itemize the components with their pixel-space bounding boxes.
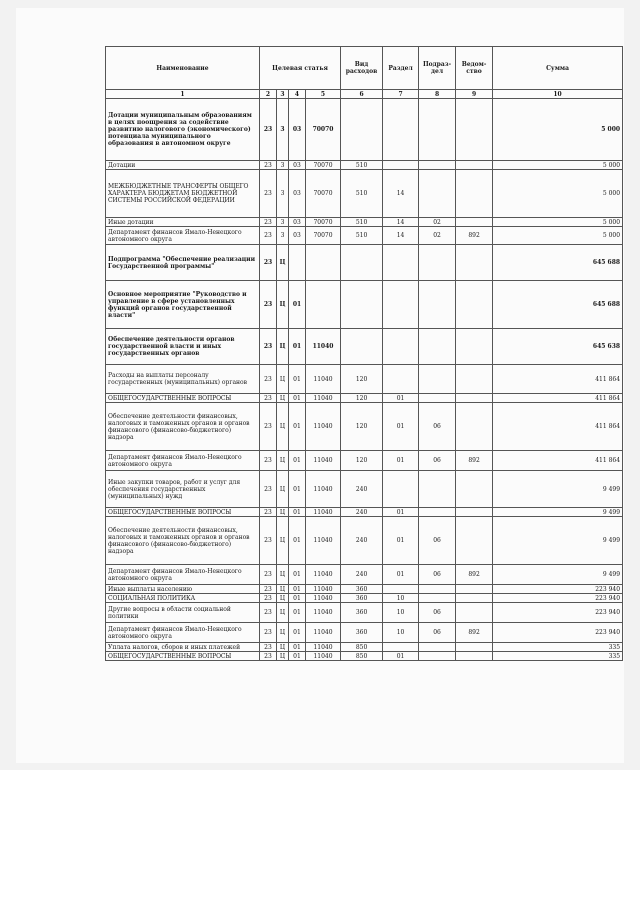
row-c4: 70070 bbox=[306, 99, 341, 161]
row-c1: 23 bbox=[260, 245, 277, 281]
row-summa: 9 499 bbox=[493, 508, 623, 517]
row-vedomstvo bbox=[456, 652, 493, 661]
row-summa: 223 940 bbox=[493, 603, 623, 623]
row-summa: 411 864 bbox=[493, 403, 623, 451]
row-podrazdel: 06 bbox=[419, 451, 456, 471]
row-c3: 01 bbox=[289, 643, 306, 652]
table-row bbox=[106, 281, 623, 329]
row-vedomstvo bbox=[456, 643, 493, 652]
row-razdel bbox=[383, 161, 419, 170]
row-c1: 23 bbox=[260, 227, 277, 245]
table-row bbox=[106, 99, 623, 161]
row-c4: 70070 bbox=[306, 227, 341, 245]
table-row bbox=[106, 245, 623, 281]
row-name: Основное мероприятие "Руководство и управление в сфере установленных функций органов государственной власти" bbox=[106, 281, 260, 329]
row-c2: Ц bbox=[277, 508, 289, 517]
row-c2: Ц bbox=[277, 623, 289, 643]
table-row bbox=[106, 517, 623, 565]
row-c2: Ц bbox=[277, 594, 289, 603]
table-row bbox=[106, 170, 623, 218]
row-c4 bbox=[306, 281, 341, 329]
row-c1: 23 bbox=[260, 281, 277, 329]
row-summa: 5 000 bbox=[493, 227, 623, 245]
row-c1: 23 bbox=[260, 161, 277, 170]
row-name: Подпрограмма "Обеспечение реализации Государственной программы" bbox=[106, 245, 260, 281]
table-row bbox=[106, 603, 623, 623]
row-c2: 3 bbox=[277, 227, 289, 245]
row-vid: 850 bbox=[341, 643, 383, 652]
row-c4: 11040 bbox=[306, 594, 341, 603]
row-name: СОЦИАЛЬНАЯ ПОЛИТИКА bbox=[106, 594, 260, 603]
row-podrazdel: 02 bbox=[419, 218, 456, 227]
row-c3: 01 bbox=[289, 365, 306, 394]
row-c3: 01 bbox=[289, 403, 306, 451]
row-c3: 03 bbox=[289, 170, 306, 218]
row-name: Департамент финансов Ямало-Ненецкого автономного округа bbox=[106, 565, 260, 585]
table-row bbox=[106, 451, 623, 471]
colnum: 4 bbox=[289, 90, 306, 99]
row-c4: 11040 bbox=[306, 603, 341, 623]
row-name: Департамент финансов Ямало-Ненецкого автономного округа bbox=[106, 227, 260, 245]
row-podrazdel bbox=[419, 245, 456, 281]
row-vedomstvo bbox=[456, 394, 493, 403]
row-vid: 120 bbox=[341, 365, 383, 394]
row-name: МЕЖБЮДЖЕТНЫЕ ТРАНСФЕРТЫ ОБЩЕГО ХАРАКТЕРА БЮДЖЕТАМ БЮДЖЕТНОЙ СИСТЕМЫ РОССИЙСКОЙ ФЕДЕРАЦИИ bbox=[106, 170, 260, 218]
colnum: 7 bbox=[383, 90, 419, 99]
row-name: Обеспечение деятельности финансовых, налоговых и таможенных органов и органов финансового (финансово-бюджетного) надзора bbox=[106, 517, 260, 565]
row-c4: 11040 bbox=[306, 471, 341, 508]
row-c2: Ц bbox=[277, 403, 289, 451]
row-c3: 01 bbox=[289, 471, 306, 508]
row-c1: 23 bbox=[260, 365, 277, 394]
row-razdel: 14 bbox=[383, 227, 419, 245]
header-vid: Вид расходов bbox=[341, 47, 383, 90]
table-row bbox=[106, 218, 623, 227]
row-vid: 240 bbox=[341, 471, 383, 508]
row-c1: 23 bbox=[260, 508, 277, 517]
table-row bbox=[106, 471, 623, 508]
row-c3: 01 bbox=[289, 394, 306, 403]
row-vid bbox=[341, 245, 383, 281]
row-razdel bbox=[383, 281, 419, 329]
row-vid: 240 bbox=[341, 508, 383, 517]
table-row bbox=[106, 565, 623, 585]
row-vid: 240 bbox=[341, 517, 383, 565]
row-c4: 11040 bbox=[306, 652, 341, 661]
row-c3: 01 bbox=[289, 565, 306, 585]
row-name: Дотации bbox=[106, 161, 260, 170]
table-row bbox=[106, 329, 623, 365]
row-razdel: 10 bbox=[383, 623, 419, 643]
row-c1: 23 bbox=[260, 565, 277, 585]
table-row bbox=[106, 623, 623, 643]
row-podrazdel: 06 bbox=[419, 403, 456, 451]
row-c4: 11040 bbox=[306, 585, 341, 594]
table-row bbox=[106, 585, 623, 594]
row-razdel: 14 bbox=[383, 218, 419, 227]
row-c4: 11040 bbox=[306, 565, 341, 585]
row-c4: 70070 bbox=[306, 218, 341, 227]
row-c3: 01 bbox=[289, 652, 306, 661]
row-vedomstvo bbox=[456, 365, 493, 394]
row-summa: 223 940 bbox=[493, 585, 623, 594]
row-name: ОБЩЕГОСУДАРСТВЕННЫЕ ВОПРОСЫ bbox=[106, 652, 260, 661]
row-name: Департамент финансов Ямало-Ненецкого автономного округа bbox=[106, 451, 260, 471]
row-c3: 01 bbox=[289, 594, 306, 603]
header-vedomstvo: Ведом-ство bbox=[456, 47, 493, 90]
row-podrazdel: 06 bbox=[419, 623, 456, 643]
row-c3: 01 bbox=[289, 603, 306, 623]
budget-table bbox=[105, 46, 623, 661]
row-c4: 11040 bbox=[306, 329, 341, 365]
row-summa: 223 940 bbox=[493, 623, 623, 643]
row-c1: 23 bbox=[260, 170, 277, 218]
row-name: Обеспечение деятельности финансовых, налоговых и таможенных органов и органов финансового (финансово-бюджетного) надзора bbox=[106, 403, 260, 451]
row-c1: 23 bbox=[260, 643, 277, 652]
row-podrazdel bbox=[419, 99, 456, 161]
row-summa: 9 499 bbox=[493, 565, 623, 585]
row-vid: 360 bbox=[341, 603, 383, 623]
row-summa: 645 688 bbox=[493, 281, 623, 329]
row-c4: 11040 bbox=[306, 451, 341, 471]
row-c2: 3 bbox=[277, 99, 289, 161]
row-c4: 11040 bbox=[306, 508, 341, 517]
row-summa: 335 bbox=[493, 643, 623, 652]
row-c4: 11040 bbox=[306, 517, 341, 565]
row-c1: 23 bbox=[260, 329, 277, 365]
row-c2: Ц bbox=[277, 517, 289, 565]
row-name: ОБЩЕГОСУДАРСТВЕННЫЕ ВОПРОСЫ bbox=[106, 394, 260, 403]
row-c3: 01 bbox=[289, 517, 306, 565]
row-vid: 360 bbox=[341, 594, 383, 603]
row-podrazdel bbox=[419, 329, 456, 365]
row-vid: 120 bbox=[341, 451, 383, 471]
row-c2: 3 bbox=[277, 170, 289, 218]
row-vedomstvo bbox=[456, 585, 493, 594]
row-c2: Ц bbox=[277, 245, 289, 281]
row-name: Уплата налогов, сборов и иных платежей bbox=[106, 643, 260, 652]
row-vid: 360 bbox=[341, 623, 383, 643]
row-vedomstvo: 892 bbox=[456, 565, 493, 585]
row-podrazdel: 06 bbox=[419, 517, 456, 565]
colnum: 2 bbox=[260, 90, 277, 99]
row-c2: Ц bbox=[277, 643, 289, 652]
row-podrazdel bbox=[419, 161, 456, 170]
table-row bbox=[106, 227, 623, 245]
row-vedomstvo bbox=[456, 218, 493, 227]
colnum: 1 bbox=[106, 90, 260, 99]
row-name: ОБЩЕГОСУДАРСТВЕННЫЕ ВОПРОСЫ bbox=[106, 508, 260, 517]
row-c3: 03 bbox=[289, 218, 306, 227]
row-c1: 23 bbox=[260, 517, 277, 565]
row-vedomstvo bbox=[456, 403, 493, 451]
row-podrazdel bbox=[419, 594, 456, 603]
header-summa: Сумма bbox=[493, 47, 623, 90]
row-name: Другие вопросы в области социальной политики bbox=[106, 603, 260, 623]
row-c4 bbox=[306, 245, 341, 281]
row-razdel: 14 bbox=[383, 170, 419, 218]
row-c1: 23 bbox=[260, 594, 277, 603]
row-summa: 645 688 bbox=[493, 245, 623, 281]
row-podrazdel bbox=[419, 170, 456, 218]
row-vedomstvo bbox=[456, 161, 493, 170]
row-name: Департамент финансов Ямало-Ненецкого автономного округа bbox=[106, 623, 260, 643]
row-vid: 240 bbox=[341, 565, 383, 585]
colnum: 3 bbox=[277, 90, 289, 99]
row-summa: 5 000 bbox=[493, 161, 623, 170]
row-vedomstvo: 892 bbox=[456, 623, 493, 643]
row-summa: 411 864 bbox=[493, 394, 623, 403]
row-summa: 5 000 bbox=[493, 170, 623, 218]
row-c3: 01 bbox=[289, 451, 306, 471]
row-vid: 510 bbox=[341, 161, 383, 170]
row-c1: 23 bbox=[260, 403, 277, 451]
row-razdel bbox=[383, 365, 419, 394]
row-podrazdel bbox=[419, 508, 456, 517]
row-name: Дотации муниципальным образованиям в целях поощрения за содействие развитию налогового (экономического) потенциала муниципального образования в автономном округе bbox=[106, 99, 260, 161]
row-c3: 01 bbox=[289, 508, 306, 517]
row-vid: 360 bbox=[341, 585, 383, 594]
row-podrazdel: 02 bbox=[419, 227, 456, 245]
row-c2: Ц bbox=[277, 281, 289, 329]
row-c2: Ц bbox=[277, 394, 289, 403]
row-summa: 223 940 bbox=[493, 594, 623, 603]
row-razdel: 10 bbox=[383, 603, 419, 623]
row-c2: Ц bbox=[277, 603, 289, 623]
row-vid bbox=[341, 99, 383, 161]
row-razdel: 01 bbox=[383, 565, 419, 585]
row-c2: Ц bbox=[277, 585, 289, 594]
row-c3: 03 bbox=[289, 227, 306, 245]
table-row bbox=[106, 403, 623, 451]
colnum: 6 bbox=[341, 90, 383, 99]
row-razdel bbox=[383, 245, 419, 281]
row-name: Обеспечение деятельности органов государственной власти и иных государственных органов bbox=[106, 329, 260, 365]
row-summa: 335 bbox=[493, 652, 623, 661]
table-row bbox=[106, 394, 623, 403]
row-razdel bbox=[383, 643, 419, 652]
row-vedomstvo bbox=[456, 603, 493, 623]
row-razdel: 01 bbox=[383, 403, 419, 451]
row-vedomstvo bbox=[456, 471, 493, 508]
table-row bbox=[106, 161, 623, 170]
row-vid: 120 bbox=[341, 403, 383, 451]
row-vid: 510 bbox=[341, 227, 383, 245]
row-vid: 120 bbox=[341, 394, 383, 403]
row-c2: Ц bbox=[277, 451, 289, 471]
row-c3 bbox=[289, 245, 306, 281]
header-podrazdel: Подраз-дел bbox=[419, 47, 456, 90]
row-razdel: 01 bbox=[383, 451, 419, 471]
row-c1: 23 bbox=[260, 99, 277, 161]
row-razdel bbox=[383, 329, 419, 365]
row-c3: 03 bbox=[289, 99, 306, 161]
row-summa: 645 638 bbox=[493, 329, 623, 365]
row-vedomstvo bbox=[456, 281, 493, 329]
row-summa: 5 000 bbox=[493, 99, 623, 161]
row-podrazdel bbox=[419, 471, 456, 508]
table-row bbox=[106, 652, 623, 661]
row-vid: 510 bbox=[341, 218, 383, 227]
row-c1: 23 bbox=[260, 585, 277, 594]
row-c1: 23 bbox=[260, 394, 277, 403]
row-razdel: 10 bbox=[383, 594, 419, 603]
row-c3: 01 bbox=[289, 585, 306, 594]
row-vedomstvo bbox=[456, 99, 493, 161]
row-razdel: 01 bbox=[383, 394, 419, 403]
row-c1: 23 bbox=[260, 451, 277, 471]
row-c1: 23 bbox=[260, 623, 277, 643]
row-vedomstvo: 892 bbox=[456, 451, 493, 471]
row-podrazdel bbox=[419, 394, 456, 403]
row-vedomstvo bbox=[456, 594, 493, 603]
row-c2: Ц bbox=[277, 652, 289, 661]
row-vedomstvo bbox=[456, 170, 493, 218]
colnum: 8 bbox=[419, 90, 456, 99]
row-vedomstvo bbox=[456, 508, 493, 517]
header-target: Целевая статья bbox=[260, 47, 341, 90]
row-razdel: 01 bbox=[383, 508, 419, 517]
row-c1: 23 bbox=[260, 218, 277, 227]
row-c2: Ц bbox=[277, 565, 289, 585]
row-c1: 23 bbox=[260, 603, 277, 623]
row-name: Иные дотации bbox=[106, 218, 260, 227]
row-c2: 3 bbox=[277, 218, 289, 227]
row-c2: Ц bbox=[277, 471, 289, 508]
row-summa: 5 000 bbox=[493, 218, 623, 227]
row-vid: 850 bbox=[341, 652, 383, 661]
row-vedomstvo bbox=[456, 329, 493, 365]
row-c4: 11040 bbox=[306, 623, 341, 643]
row-vid bbox=[341, 281, 383, 329]
row-name: Иные закупки товаров, работ и услуг для обеспечения государственных (муниципальных) нужд bbox=[106, 471, 260, 508]
row-c4: 11040 bbox=[306, 365, 341, 394]
row-c4: 11040 bbox=[306, 643, 341, 652]
row-podrazdel bbox=[419, 652, 456, 661]
table-row bbox=[106, 594, 623, 603]
row-c3: 01 bbox=[289, 281, 306, 329]
row-vedomstvo bbox=[456, 517, 493, 565]
row-podrazdel bbox=[419, 281, 456, 329]
row-vedomstvo bbox=[456, 245, 493, 281]
row-vid: 510 bbox=[341, 170, 383, 218]
row-summa: 411 864 bbox=[493, 365, 623, 394]
row-summa: 9 499 bbox=[493, 517, 623, 565]
row-vedomstvo: 892 bbox=[456, 227, 493, 245]
row-podrazdel: 06 bbox=[419, 603, 456, 623]
row-summa: 9 499 bbox=[493, 471, 623, 508]
row-c1: 23 bbox=[260, 652, 277, 661]
header-row bbox=[106, 47, 623, 90]
row-c1: 23 bbox=[260, 471, 277, 508]
row-podrazdel bbox=[419, 365, 456, 394]
colnum: 9 bbox=[456, 90, 493, 99]
row-name: Расходы на выплаты персоналу государственных (муниципальных) органов bbox=[106, 365, 260, 394]
row-c4: 70070 bbox=[306, 170, 341, 218]
colnum: 5 bbox=[306, 90, 341, 99]
row-c3: 01 bbox=[289, 329, 306, 365]
row-vid bbox=[341, 329, 383, 365]
row-name: Иные выплаты населению bbox=[106, 585, 260, 594]
table-row bbox=[106, 365, 623, 394]
row-c3: 03 bbox=[289, 161, 306, 170]
header-name: Наименование bbox=[106, 47, 260, 90]
row-summa: 411 864 bbox=[493, 451, 623, 471]
row-podrazdel bbox=[419, 585, 456, 594]
row-c4: 70070 bbox=[306, 161, 341, 170]
row-razdel bbox=[383, 99, 419, 161]
colnum: 10 bbox=[493, 90, 623, 99]
row-razdel bbox=[383, 585, 419, 594]
row-razdel: 01 bbox=[383, 517, 419, 565]
row-podrazdel bbox=[419, 643, 456, 652]
header-razdel: Раздел bbox=[383, 47, 419, 90]
row-podrazdel: 06 bbox=[419, 565, 456, 585]
table-row bbox=[106, 508, 623, 517]
row-c4: 11040 bbox=[306, 403, 341, 451]
row-c2: Ц bbox=[277, 365, 289, 394]
table-row bbox=[106, 643, 623, 652]
row-razdel: 01 bbox=[383, 652, 419, 661]
row-c2: Ц bbox=[277, 329, 289, 365]
row-razdel bbox=[383, 471, 419, 508]
row-c4: 11040 bbox=[306, 394, 341, 403]
column-numbers-row bbox=[106, 90, 623, 99]
row-c2: 3 bbox=[277, 161, 289, 170]
row-c3: 01 bbox=[289, 623, 306, 643]
